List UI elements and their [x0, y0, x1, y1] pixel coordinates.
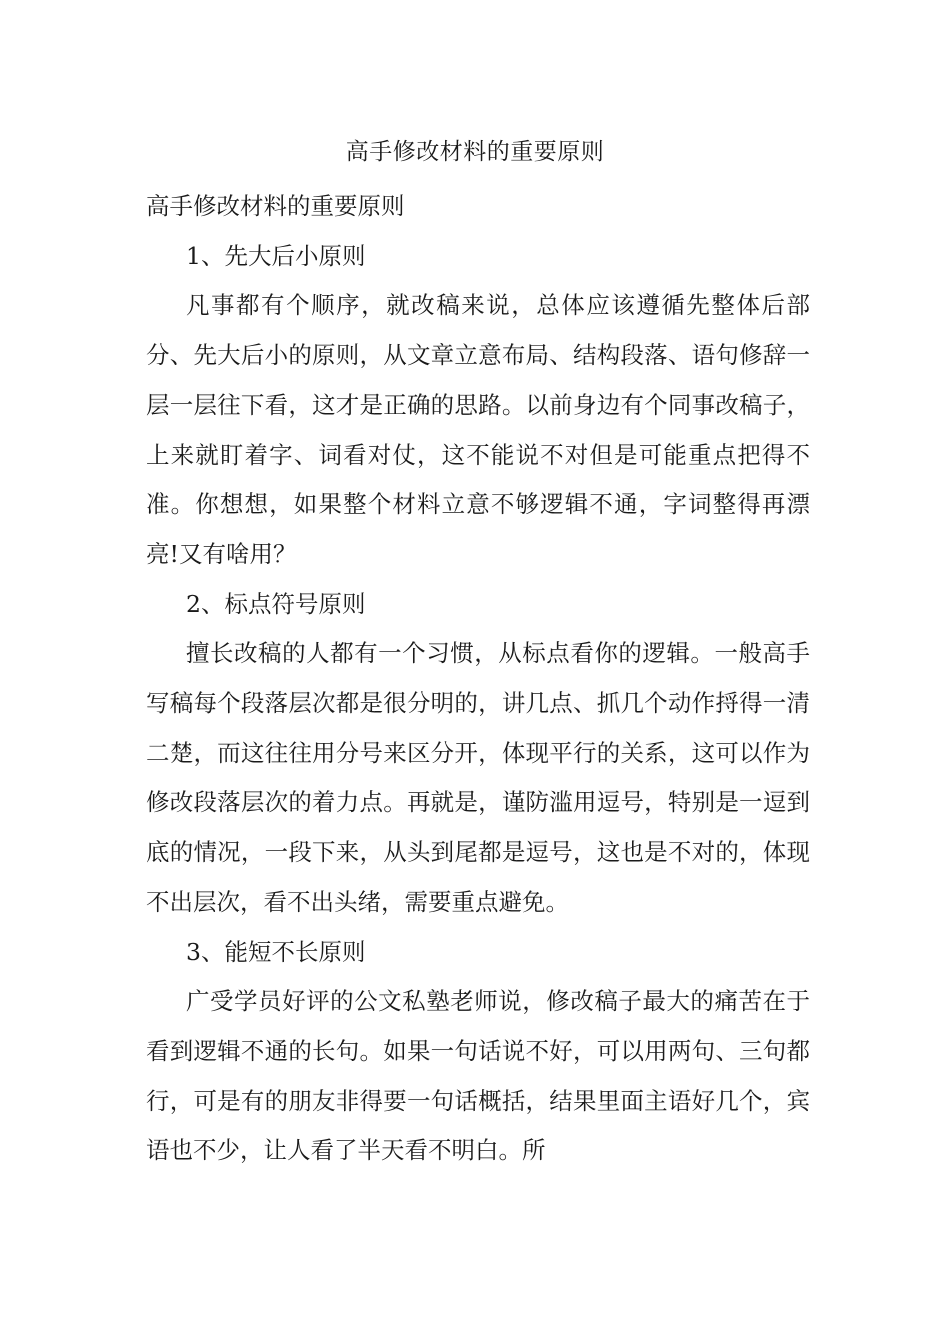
document-subtitle: 高手修改材料的重要原则: [146, 192, 405, 220]
page-title: 高手修改材料的重要原则: [345, 139, 605, 165]
document-body: [146, 182, 810, 1176]
section-paragraph-2: 擅长改稿的人都有一个习惯，从标点看你的逻辑。一般高手写稿每个段落层次都是很分明的，讲几点、抓几个动作捋得一清二楚，而这往往用分号来区分开，体现平行的关系，这可以作为修改段落层次的着力点。再就是，谨防滥用逗号，特别是一逗到底的情况，一段下来，从头到尾都是逗号，这也是不对的，体现不出层次，看不出头绪，需要重点避免。: [146, 639, 810, 916]
section-heading-3: 3、能短不长原则: [186, 937, 366, 966]
section-paragraph-3: 广受学员好评的公文私塾老师说，修改稿子最大的痛苦在于看到逻辑不通的长句。如果一句话说不好，可以用两句、三句都行，可是有的朋友非得要一句话概括，结果里面主语好几个，宾语也不少，让人看了半天看不明白。所: [146, 987, 810, 1165]
section-paragraph-1: 凡事都有个顺序，就改稿来说，总体应该遵循先整体后部分、先大后小的原则，从文章立意布局、结构段落、语句修辞一层一层往下看，这才是正确的思路。以前身边有个同事改稿子，上来就盯着字、词看对仗，这不能说不对但是可能重点把得不准。你想想，如果整个材料立意不够逻辑不通，字词整得再漂亮!又有啥用？: [146, 291, 810, 568]
section-heading-2: 2、标点符号原则: [186, 589, 366, 618]
section-heading-1: 1、先大后小原则: [186, 241, 366, 270]
